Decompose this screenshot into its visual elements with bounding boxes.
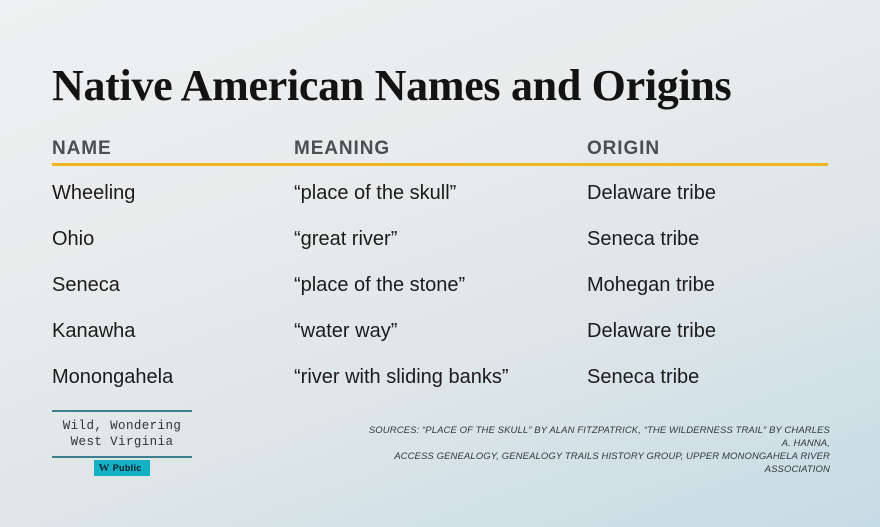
column-header-meaning: MEANING: [294, 138, 391, 159]
cell-meaning: “place of the stone”: [294, 274, 466, 296]
cell-origin: Mohegan tribe: [587, 274, 715, 296]
cell-origin: Seneca tribe: [587, 228, 700, 250]
cell-meaning: “water way”: [294, 320, 398, 342]
cell-name: Ohio: [52, 228, 95, 250]
sources-note: [360, 424, 830, 476]
cell-name: Monongahela: [52, 366, 174, 388]
names-table: [52, 138, 828, 388]
cell-meaning: “river with sliding banks”: [294, 366, 509, 388]
logo-badge-wrap: [52, 458, 192, 476]
cell-name: Wheeling: [52, 182, 136, 204]
logo-tagline-line2: West Virginia: [70, 435, 174, 449]
table-row: [52, 222, 828, 268]
wv-public-label: Public: [112, 463, 142, 473]
wv-monogram-icon: W: [98, 462, 110, 474]
column-header-name: NAME: [52, 138, 112, 159]
table-body: [52, 176, 828, 406]
cell-meaning: “place of the skull”: [294, 182, 457, 204]
table-row: [52, 360, 828, 406]
sources-line-1: SOURCES: “PLACE OF THE SKULL” BY ALAN FITZPATRICK, “THE WILDERNESS TRAIL” BY CHARLES A. HANNA,: [368, 425, 830, 449]
cell-name: Kanawha: [52, 320, 136, 342]
table-row: [52, 176, 828, 222]
logo-tagline: [52, 412, 192, 456]
sources-line-2: ACCESS GENEALOGY, GENEALOGY TRAILS HISTORY GROUP, UPPER MONONGAHELA RIVER ASSOCIATION: [394, 451, 830, 475]
cell-name: Seneca: [52, 274, 120, 296]
header-divider: [52, 163, 828, 166]
table-row: [52, 314, 828, 360]
column-header-origin: ORIGIN: [587, 138, 660, 159]
page-title: Native American Names and Origins: [52, 61, 732, 110]
cell-meaning: “great river”: [294, 228, 398, 250]
cell-origin: Delaware tribe: [587, 182, 716, 204]
table-header-row: [52, 138, 828, 166]
logo-tagline-line1: Wild, Wondering: [62, 419, 182, 433]
wv-public-badge: [94, 460, 149, 476]
cell-origin: Delaware tribe: [587, 320, 716, 342]
brand-logo: [52, 410, 192, 476]
table-row: [52, 268, 828, 314]
cell-origin: Seneca tribe: [587, 366, 700, 388]
